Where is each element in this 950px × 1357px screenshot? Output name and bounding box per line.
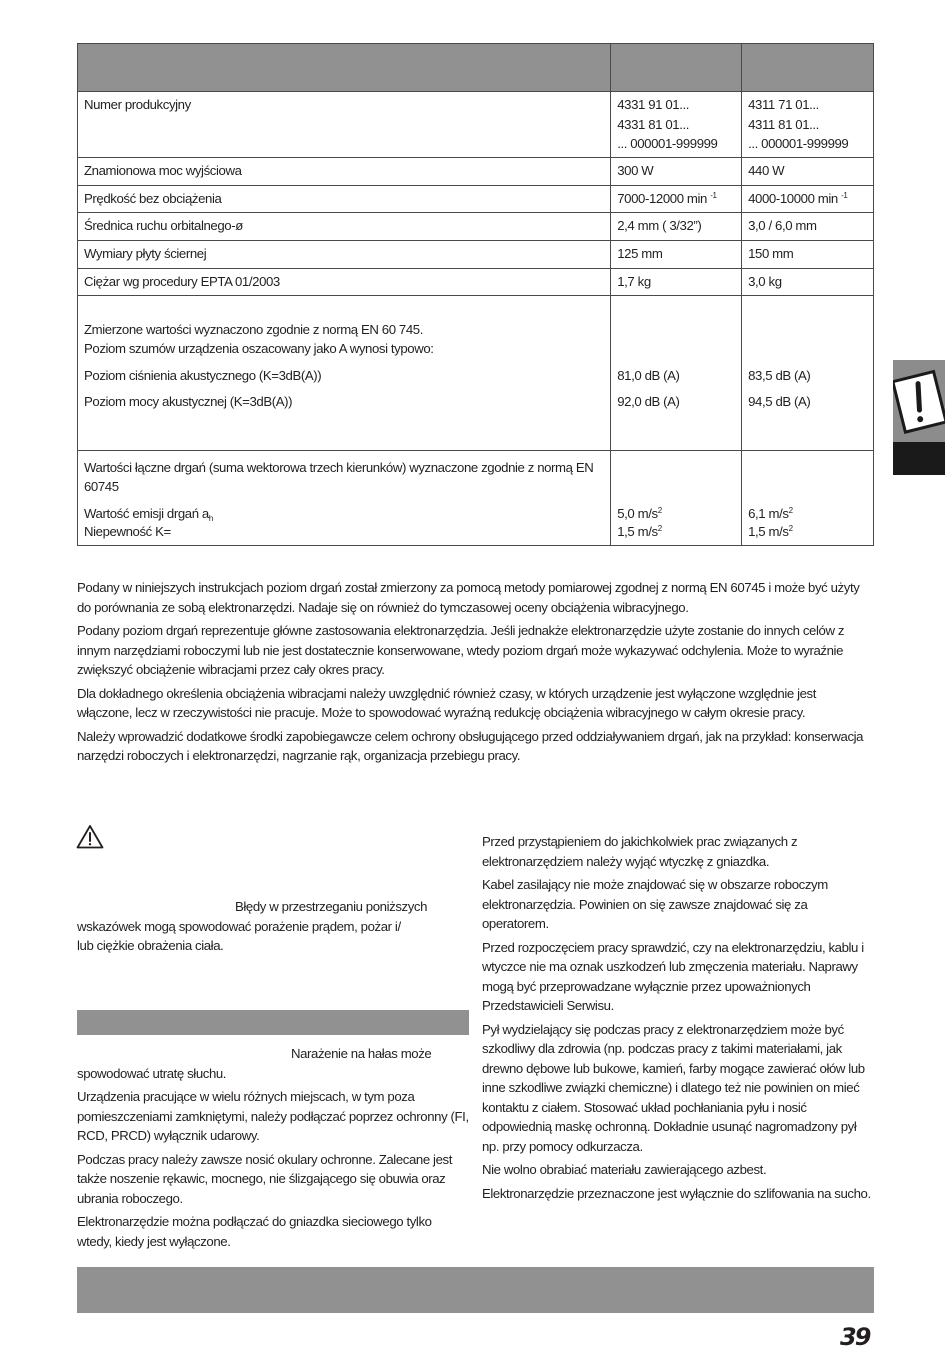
emission-value-text: 5,0 m/s bbox=[617, 505, 658, 521]
footer-section-bar bbox=[77, 1267, 874, 1313]
noise-labels bbox=[78, 295, 611, 450]
vibration-intro: Wartości łączne drgań (suma wektorowa trzech kierunków) wyznaczone zgodnie z normą EN 60745 bbox=[84, 459, 594, 494]
uncertainty-value-text: 1,5 m/s bbox=[617, 524, 658, 539]
value-text: 7000-12000 min bbox=[617, 190, 707, 206]
pressure-label: Poziom ciśnienia akustycznego (K=3dB(A)) bbox=[84, 367, 322, 383]
emission-label-text: Wartość emisji drgań a bbox=[84, 505, 209, 521]
table-row bbox=[78, 240, 874, 268]
warning-line: Błędy w przestrzeganiu poniższych bbox=[235, 899, 428, 914]
row-value: 300 W bbox=[611, 157, 742, 185]
unit-superscript: -1 bbox=[710, 190, 717, 200]
header-cell bbox=[78, 44, 611, 92]
uncertainty-value bbox=[617, 522, 735, 542]
emission-subscript: h bbox=[208, 513, 213, 523]
value-text: 4000-10000 min bbox=[748, 190, 838, 206]
emission-label bbox=[84, 504, 604, 524]
paragraph: Pył wydzielający się podczas pracy z elektronarzędziem może być szkodliwy dla zdrowia (np. podczas pracy z takimi materiałami, jak drewno dębowe lub bukowe, kamień, farby mogące zawierać ołów lub inne szkodliwe związki chemiczne) i dlatego też nie powinien on mieć kontaktu z ciałem. Stosować układ pochłaniania pyłu i nosić odpowiednią maskę ochronną. Dokładnie usunąć nagromadzony pył np. przy pomocy odkurzacza. bbox=[482, 1021, 865, 1154]
row-value bbox=[611, 185, 742, 212]
noise-values bbox=[742, 295, 874, 450]
table-row bbox=[78, 268, 874, 295]
row-value: 3,0 kg bbox=[742, 268, 874, 295]
warning-line: lub ciężkie obrażenia ciała. bbox=[77, 938, 224, 953]
warning-line: wskazówek mogą spowodować porażenie prądem, pożar i/ bbox=[77, 918, 401, 934]
table-row bbox=[78, 185, 874, 212]
exclamation-warning-icon bbox=[893, 360, 945, 442]
emission-value bbox=[617, 504, 735, 524]
paragraph: Przed rozpoczęciem pracy sprawdzić, czy na elektronarzędziu, kablu i wtyczce nie ma oznak uszkodzeń lub zmęczenia materiału. Naprawy mogą być przeprowadzane wyłącznie przez upoważnionych Przedstawicieli Serwisu. bbox=[482, 939, 864, 1013]
row-label: Ciężar wg procedury EPTA 01/2003 bbox=[78, 268, 611, 295]
power-label: Poziom mocy akustycznej (K=3dB(A)) bbox=[84, 394, 293, 409]
power-value: 92,0 dB (A) bbox=[617, 394, 680, 409]
paragraph: Przed przystąpieniem do jakichkolwiek prac związanych z elektronarzędziem należy wyjąć wtyczkę z gniazdka. bbox=[482, 834, 798, 869]
vibration-notes bbox=[77, 578, 874, 770]
unit-superscript: -1 bbox=[841, 190, 848, 200]
pressure-value: 83,5 dB (A) bbox=[748, 367, 811, 383]
table-header-row bbox=[78, 44, 874, 92]
value-line: 4331 81 01... bbox=[617, 116, 690, 132]
table-row bbox=[78, 157, 874, 185]
safety-instructions-right bbox=[482, 832, 874, 1207]
value-line: 4331 91 01... bbox=[617, 97, 690, 112]
noise-intro: Poziom szumów urządzenia oszacowany jako A wynosi typowo: bbox=[84, 341, 434, 356]
noise-row bbox=[78, 295, 874, 450]
section-tab-inner bbox=[893, 360, 945, 442]
uncertainty-value bbox=[748, 522, 867, 542]
header-cell bbox=[742, 44, 874, 92]
value-line: ... 000001-999999 bbox=[748, 136, 849, 151]
header-cell bbox=[611, 44, 742, 92]
value-line: 4311 81 01... bbox=[748, 116, 819, 132]
vibration-values bbox=[611, 450, 742, 545]
value-line: ... 000001-999999 bbox=[617, 136, 718, 151]
pressure-value: 81,0 dB (A) bbox=[617, 367, 680, 383]
paragraph: Urządzenia pracujące w wielu różnych miejscach, w tym poza pomieszczeniami zamkniętymi, należy podłączać poprzez ochronny (FI, RCD, PRCD) wyłącznik udarowy. bbox=[77, 1089, 469, 1143]
vibration-values bbox=[742, 450, 874, 545]
row-value bbox=[742, 185, 874, 212]
value-line: 4311 71 01... bbox=[748, 97, 819, 112]
paragraph: Należy wprowadzić dodatkowe środki zapobiegawcze celem ochrony obsługującego przed oddziaływaniem drgań, jak na przykład: konserwacja narzędzi roboczych i elektronarzędzi, nagrzanie rąk, organizacja przebiegu pracy. bbox=[77, 728, 864, 763]
noise-intro: Zmierzone wartości wyznaczono zgodnie z normą EN 60 745. bbox=[84, 321, 423, 337]
row-label: Wymiary płyty ściernej bbox=[78, 240, 611, 268]
paragraph: Kabel zasilający nie może znajdować się w obszarze roboczym elektronarzędzia. Powinien on się zawsze znajdować się za operatorem. bbox=[482, 877, 828, 931]
vibration-labels bbox=[78, 450, 611, 545]
uncertainty-label: Niepewność K= bbox=[84, 524, 171, 539]
section-header-bar bbox=[77, 1010, 469, 1035]
paragraph: Podany w niniejszych instrukcjach poziom drgań został zmierzony za pomocą metody pomiarowej zgodnej z normą EN 60745 i może być użyty do porównania ze sobą elektronarzędzi. Nadaje się on również do tymczasowej oceny obciążenia wibracyjnego. bbox=[77, 580, 860, 615]
uncertainty-value-text: 1,5 m/s bbox=[748, 524, 789, 539]
paragraph: Podany poziom drgań reprezentuje główne zastosowania elektronarzędzia. Jeśli jednakże elektronarzędzie użyte zostanie do innych celów z innym narzędziami roboczymi lub nie jest dostatecznie konserwowane, wtedy poziom drgań może wykazywać odchylenia. Może to wyraźnie zwiększyć obciążenie wibracjami przez cały okres pracy. bbox=[77, 623, 845, 677]
row-label: Numer produkcyjny bbox=[78, 92, 611, 158]
row-label: Średnica ruchu orbitalnego-ø bbox=[78, 212, 611, 240]
spec-table bbox=[77, 43, 874, 546]
power-value: 94,5 dB (A) bbox=[748, 394, 811, 409]
unit-superscript: 2 bbox=[657, 524, 662, 533]
noise-values bbox=[611, 295, 742, 450]
section-tab bbox=[893, 360, 945, 475]
noise-warning-line: Narażenie na hałas może bbox=[291, 1046, 432, 1061]
row-value bbox=[742, 92, 874, 158]
row-value: 1,7 kg bbox=[611, 268, 742, 295]
unit-superscript: 2 bbox=[657, 505, 662, 515]
emission-value bbox=[748, 504, 867, 524]
row-value: 125 mm bbox=[611, 240, 742, 268]
paragraph: Elektronarzędzie przeznaczone jest wyłącznie do szlifowania na sucho. bbox=[482, 1185, 871, 1201]
warning-triangle-icon bbox=[76, 824, 104, 849]
row-value bbox=[611, 92, 742, 158]
page-number: 39 bbox=[840, 1323, 870, 1351]
unit-superscript: 2 bbox=[788, 524, 793, 533]
row-label: Znamionowa moc wyjściowa bbox=[78, 157, 611, 185]
noise-warning bbox=[77, 1044, 469, 1083]
safety-warning-text bbox=[77, 897, 469, 956]
row-label: Prędkość bez obciążenia bbox=[78, 185, 611, 212]
row-value: 2,4 mm ( 3/32”) bbox=[611, 212, 742, 240]
paragraph: Nie wolno obrabiać materiału zawierającego azbest. bbox=[482, 1162, 767, 1177]
paragraph: Elektronarzędzie można podłączać do gniazdka sieciowego tylko wtedy, kiedy jest wyłączone. bbox=[77, 1214, 432, 1249]
table-row bbox=[78, 212, 874, 240]
table-row bbox=[78, 92, 874, 158]
paragraph: Podczas pracy należy zawsze nosić okulary ochronne. Zalecane jest także noszenie rękawic, mocnego, nie ślizgającego się obuwia oraz ubrania roboczego. bbox=[77, 1151, 452, 1206]
row-value: 3,0 / 6,0 mm bbox=[742, 212, 874, 240]
vibration-row bbox=[78, 450, 874, 545]
emission-value-text: 6,1 m/s bbox=[748, 505, 789, 521]
noise-warning-line: spowodować utratę słuchu. bbox=[77, 1065, 227, 1081]
noise-safety-text bbox=[77, 1044, 469, 1255]
row-value: 150 mm bbox=[742, 240, 874, 268]
row-value: 440 W bbox=[742, 157, 874, 185]
paragraph: Dla dokładnego określenia obciążenia wibracjami należy uwzględnić również czasy, w których urządzenie jest wyłączone względnie jest włączone, lecz w rzeczywistości nie pracuje. Może to spowodować wyraźną redukcję obciążenia wibracyjnego w całym okresie pracy. bbox=[77, 685, 816, 720]
unit-superscript: 2 bbox=[788, 505, 793, 515]
